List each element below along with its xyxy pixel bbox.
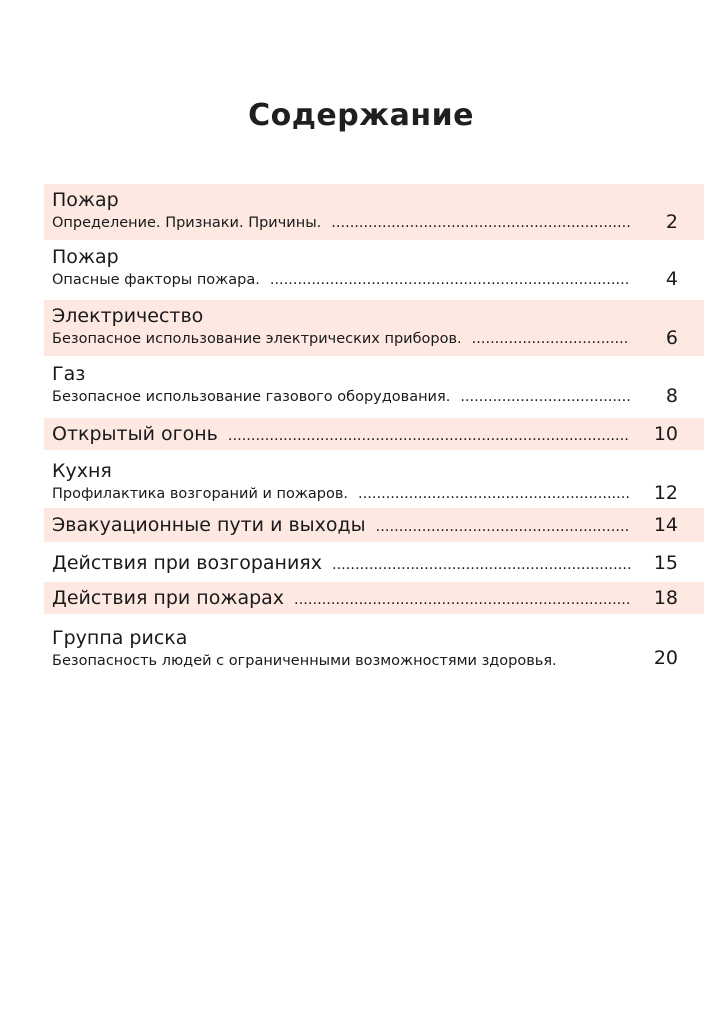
toc-entry-risk-group[interactable]	[44, 614, 704, 674]
toc-entry-fire-actions[interactable]	[44, 582, 704, 614]
toc-entry-subtitle-row	[52, 388, 630, 406]
toc-entry-open-fire[interactable]	[44, 418, 704, 450]
toc-entry-title: Пожар	[52, 246, 119, 268]
toc-entry-page: 2	[665, 211, 678, 233]
toc-entry-title-row	[52, 423, 630, 445]
toc-entry-subtitle: Безопасное использование газового оборудования.	[52, 389, 451, 405]
toc-entry-fire-hazards[interactable]	[44, 240, 704, 300]
toc-entry-title: Электричество	[52, 305, 204, 327]
toc-entry-subtitle-row	[52, 271, 630, 289]
toc-entry-page: 10	[653, 423, 678, 445]
toc-entry-page: 14	[653, 514, 678, 536]
toc-entry-subtitle: Профилактика возгораний и пожаров.	[52, 486, 349, 502]
toc-entry-subtitle-row	[52, 485, 630, 503]
leader-dots	[294, 591, 630, 609]
leader-dots	[376, 518, 630, 536]
toc-entry-title: Действия при пожарах	[52, 587, 285, 609]
toc-entry-page: 12	[653, 482, 678, 504]
toc-entry-subtitle-row	[52, 214, 630, 232]
leader-dots	[472, 330, 630, 348]
toc-entry-title: Кухня	[52, 460, 112, 482]
toc-entry-page: 18	[653, 587, 678, 609]
toc-entry-title: Газ	[52, 363, 86, 385]
toc-entry-gas[interactable]	[44, 356, 704, 418]
toc-entry-subtitle: Опасные факторы пожара.	[52, 272, 260, 288]
toc-entry-title: Действия при возгораниях	[52, 552, 322, 574]
toc-entry-title: Открытый огонь	[52, 423, 218, 445]
toc-entry-title-row	[52, 587, 630, 609]
leader-dots	[270, 271, 630, 289]
toc-entry-title-row	[52, 552, 630, 574]
leader-dots	[228, 427, 630, 445]
leader-dots	[460, 388, 630, 406]
page-title: Содержание	[248, 98, 474, 133]
toc-entry-title: Группа риска	[52, 627, 188, 649]
toc-entry-page: 4	[665, 268, 678, 290]
toc-entry-electricity[interactable]	[44, 300, 704, 356]
toc-entry-fire-definition[interactable]	[44, 184, 704, 240]
leader-dots	[332, 556, 630, 574]
toc-entry-subtitle-row	[52, 330, 630, 348]
leader-dots	[331, 214, 630, 232]
toc-entry-subtitle: Безопасное использование электрических приборов.	[52, 331, 462, 347]
toc-entry-subtitle: Безопасность людей с ограниченными возможностями здоровья.	[52, 653, 557, 669]
toc-entry-ignition-actions[interactable]	[44, 542, 704, 582]
leader-dots	[358, 485, 630, 503]
toc-entry-page: 8	[665, 385, 678, 407]
toc-entry-title-row	[52, 514, 630, 536]
toc-entry-kitchen[interactable]	[44, 450, 704, 508]
toc-entry-subtitle: Определение. Признаки. Причины.	[52, 215, 322, 231]
toc-entry-subtitle-row	[52, 652, 630, 670]
toc-entry-title: Эвакуационные пути и выходы	[52, 514, 366, 536]
toc-entry-evacuation[interactable]	[44, 508, 704, 542]
toc-entry-title: Пожар	[52, 189, 119, 211]
table-of-contents	[44, 184, 704, 674]
toc-entry-page: 20	[653, 647, 678, 669]
toc-entry-page: 6	[665, 327, 678, 349]
toc-entry-page: 15	[653, 552, 678, 574]
